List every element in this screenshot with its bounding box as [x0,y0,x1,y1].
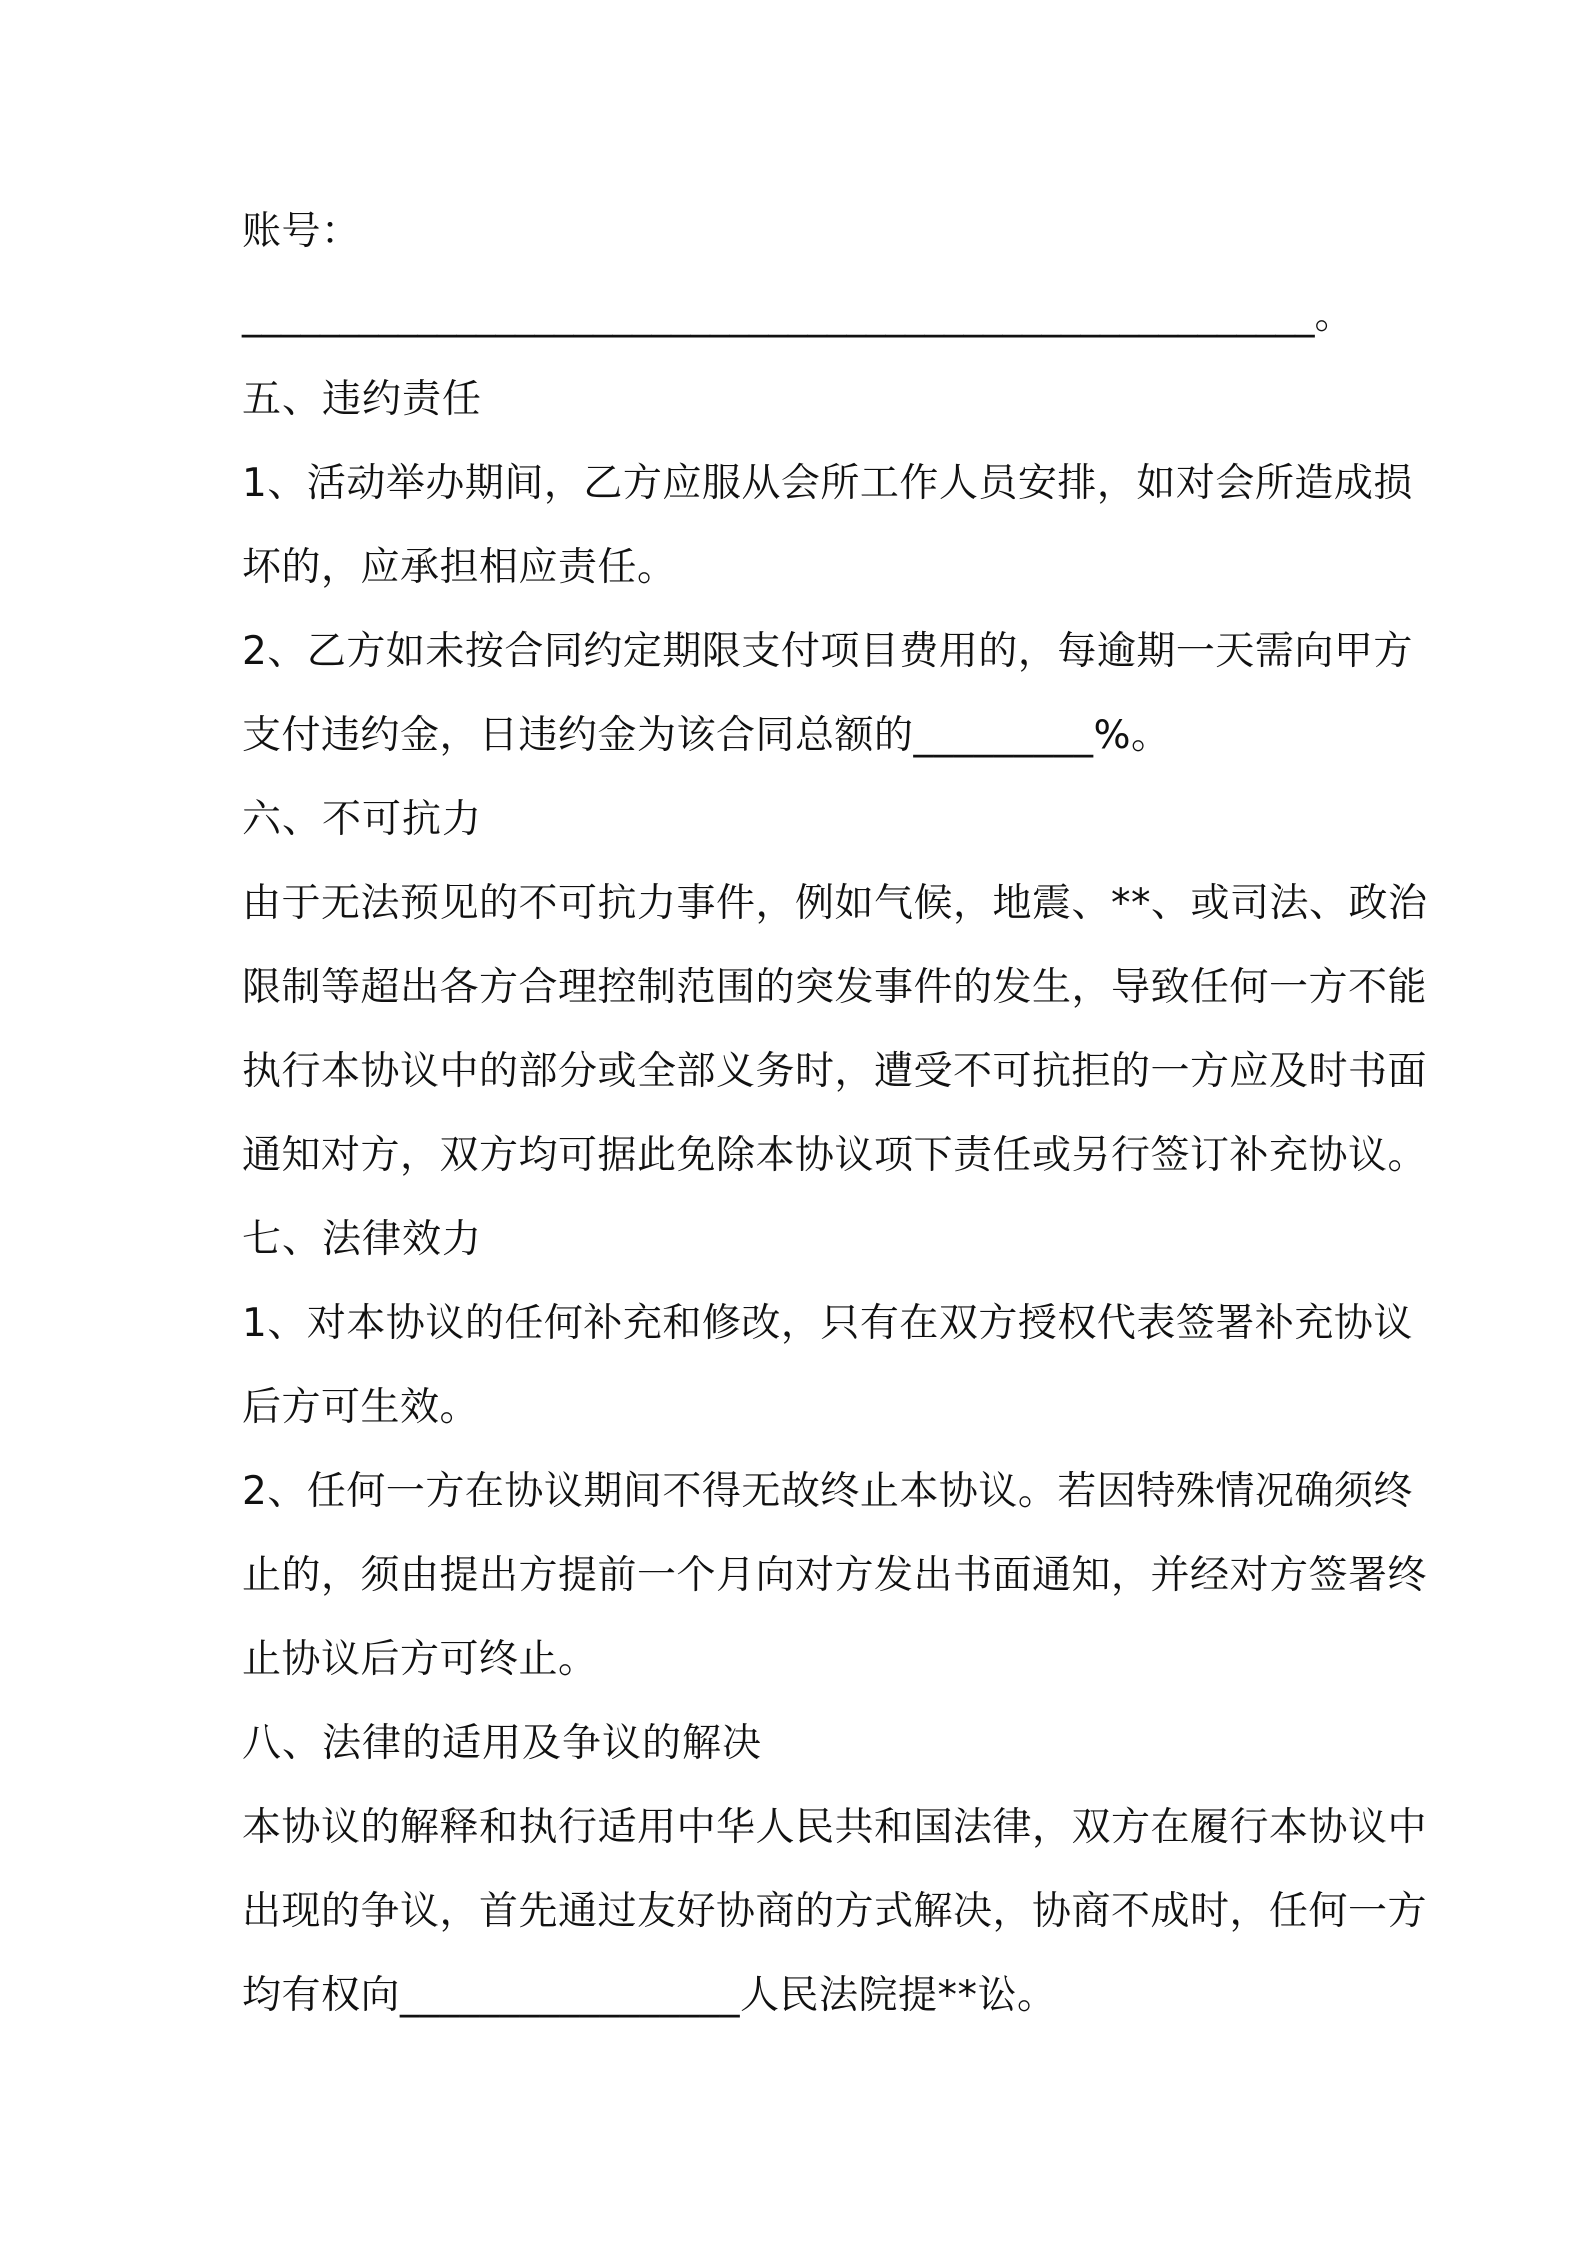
section-8-para-line-1: 本协议的解释和执行适用中华人民共和国法律，双方在履行本协议中 [242,1805,1428,1850]
section-6-para-line-3: 执行本协议中的部分或全部义务时，遭受不可抗拒的一方应及时书面 [242,1049,1428,1094]
account-blank: _______________________________________________________。 [242,293,1354,338]
account-label: 账号： [242,209,361,254]
section-7-item-1-line-1: 1、对本协议的任何补充和修改，只有在双方授权代表签署补充协议 [242,1301,1413,1346]
section-8-para-line-3: 均有权向_________________人民法院提**讼。 [242,1973,1057,2018]
section-8-para-line-2: 出现的争议，首先通过友好协商的方式解决，协商不成时，任何一方 [242,1889,1428,1934]
section-8-title: 八、法律的适用及争议的解决 [242,1721,763,1766]
section-6-para-line-1: 由于无法预见的不可抗力事件，例如气候，地震、**、或司法、政治 [242,881,1428,926]
section-7-title: 七、法律效力 [242,1217,483,1262]
section-6-title: 六、不可抗力 [242,797,483,842]
document-body [242,190,1428,2038]
section-5-item-2-line-2: 支付违约金，日违约金为该合同总额的_________%。 [242,713,1171,758]
section-7-item-1-line-2: 后方可生效。 [242,1385,480,1430]
section-7-item-2-line-3: 止协议后方可终止。 [242,1637,598,1682]
section-5-title: 五、违约责任 [242,377,483,422]
section-7-item-2-line-1: 2、任何一方在协议期间不得无故终止本协议。若因特殊情况确须终 [242,1469,1413,1514]
section-5-item-2-line-1: 2、乙方如未按合同约定期限支付项目费用的，每逾期一天需向甲方 [242,629,1413,674]
section-6-para-line-4: 通知对方，双方均可据此免除本协议项下责任或另行签订补充协议。 [242,1133,1428,1178]
section-6-para-line-2: 限制等超出各方合理控制范围的突发事件的发生，导致任何一方不能 [242,965,1428,1010]
section-5-item-1-line-2: 坏的，应承担相应责任。 [242,545,677,590]
section-7-item-2-line-2: 止的，须由提出方提前一个月向对方发出书面通知，并经对方签署终 [242,1553,1428,1598]
section-5-item-1-line-1: 1、活动举办期间，乙方应服从会所工作人员安排，如对会所造成损 [242,461,1413,506]
